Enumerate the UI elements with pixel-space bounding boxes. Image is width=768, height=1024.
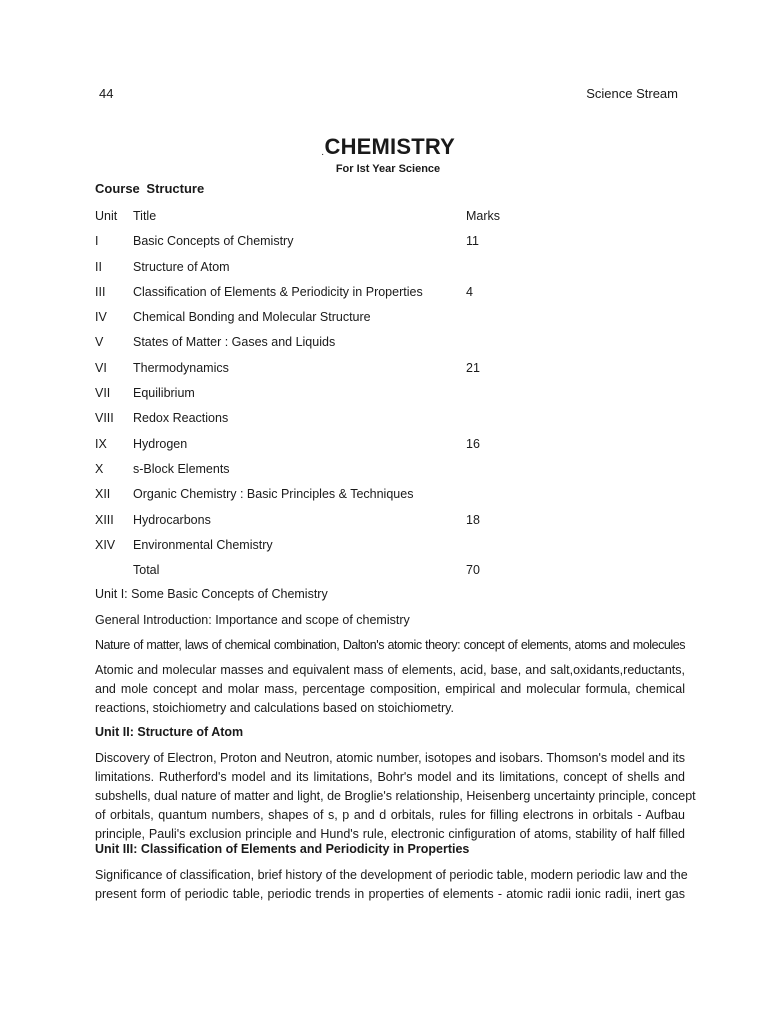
paragraph-line: and mole concept and molar mass, percentage composition, empirical and molecular formula, chemical <box>95 682 685 696</box>
marks-column-header: Marks <box>466 209 501 223</box>
table-header-row <box>95 206 685 231</box>
unit-number: XIII <box>95 512 114 527</box>
unit-title: Equilibrium <box>133 386 195 401</box>
unit-title: Organic Chemistry : Basic Principles & Techniques <box>133 487 414 502</box>
course-structure-heading: Course Structure <box>95 181 205 196</box>
unit-number: X <box>95 461 104 476</box>
table-row <box>95 408 685 433</box>
unit-3-heading: Unit III: Classification of Elements and Periodicity in Properties <box>95 842 470 856</box>
table-row <box>95 459 685 484</box>
unit-number: III <box>95 284 106 299</box>
unit-1-intro: General Introduction: Importance and scope of chemistry <box>95 613 410 627</box>
unit-title: Hydrogen <box>133 436 188 451</box>
paragraph-line: present form of periodic table, periodic trends in properties of elements - atomic radii ionic radii, inert gas <box>95 887 685 901</box>
table-row <box>95 434 685 459</box>
unit-marks: 18 <box>466 512 480 527</box>
unit-title: Structure of Atom <box>133 259 230 274</box>
table-row <box>95 383 685 408</box>
table-row <box>95 257 685 282</box>
unit-2-heading: Unit II: Structure of Atom <box>95 725 244 739</box>
paragraph-line: Atomic and molecular masses and equivalent mass of elements, acid, base, and salt,oxidants,reductants, <box>95 663 685 677</box>
paragraph-line: subshells, dual nature of matter and light, de Broglie's relationship, Heisenberg uncertainty principle, concept <box>95 789 696 803</box>
unit-title: Environmental Chemistry <box>133 537 273 552</box>
unit-number: IV <box>95 310 107 325</box>
table-row <box>95 358 685 383</box>
unit-column-header: Unit <box>95 209 118 223</box>
unit-1-heading: Unit I: Some Basic Concepts of Chemistry <box>95 587 328 601</box>
total-marks: 70 <box>466 563 480 578</box>
unit-2-paragraph <box>95 749 696 844</box>
unit-marks: 11 <box>466 234 479 249</box>
unit-marks: 16 <box>466 436 480 451</box>
unit-1-paragraph <box>95 661 685 718</box>
paragraph-line: Significance of classification, brief history of the development of periodic table, modern periodic law and the <box>95 868 688 882</box>
paragraph-line: principle, Pauli's exclusion principle and Hund's rule, electronic cinfiguration of atoms, stability of half filled <box>95 827 685 841</box>
unit-title: Thermodynamics <box>133 360 229 375</box>
table-row <box>95 484 685 509</box>
course-structure-table <box>95 206 685 585</box>
table-total-row <box>95 560 685 585</box>
table-row <box>95 332 685 357</box>
unit-marks: 21 <box>466 360 480 375</box>
total-label: Total <box>133 563 160 578</box>
unit-marks: 4 <box>466 284 473 299</box>
table-row <box>95 282 685 307</box>
page-number: 44 <box>99 86 114 101</box>
unit-title: States of Matter : Gases and Liquids <box>133 335 336 350</box>
table-row <box>95 307 685 332</box>
paragraph-line: Discovery of Electron, Proton and Neutron, atomic number, isotopes and isobars. Thomson's model and its <box>95 751 685 765</box>
unit-number: VII <box>95 386 111 401</box>
unit-number: XII <box>95 487 111 502</box>
unit-number: II <box>95 259 102 274</box>
unit-number: I <box>95 234 99 249</box>
table-row <box>95 535 685 560</box>
table-row <box>95 231 685 256</box>
unit-title: Classification of Elements & Periodicity in Properties <box>133 284 423 299</box>
title-text: CHEMISTRY <box>324 134 456 159</box>
unit-number: V <box>95 335 104 350</box>
unit-1-nature: Nature of matter, laws of chemical combination, Dalton's atomic theory: concept of elements, atoms and molecules <box>95 638 685 652</box>
unit-title: Basic Concepts of Chemistry <box>133 234 294 249</box>
unit-number: VIII <box>95 411 114 426</box>
page-title <box>0 134 768 160</box>
title-mark: · <box>320 149 325 160</box>
unit-number: XIV <box>95 537 116 552</box>
unit-title: Redox Reactions <box>133 411 229 426</box>
unit-number: IX <box>95 436 107 451</box>
title-column-header: Title <box>133 209 157 223</box>
unit-number: VI <box>95 360 107 375</box>
paragraph-line: reactions, stoichiometry and calculations based on stoichiometry. <box>95 701 454 715</box>
unit-title: s-Block Elements <box>133 461 230 476</box>
unit-title: Chemical Bonding and Molecular Structure <box>133 310 371 325</box>
paragraph-line: limitations. Rutherford's model and its limitations, Bohr's model and its limitations, concept of shells and <box>95 770 685 784</box>
table-row <box>95 510 685 535</box>
unit-3-paragraph <box>95 866 688 904</box>
unit-title: Hydrocarbons <box>133 512 211 527</box>
stream-label: Science Stream <box>586 86 678 101</box>
paragraph-line: of orbitals, quantum numbers, shapes of s, p and d orbitals, rules for filling electrons in orbitals - Aufbau <box>95 808 685 822</box>
page-subtitle: For Ist Year Science <box>335 163 441 175</box>
